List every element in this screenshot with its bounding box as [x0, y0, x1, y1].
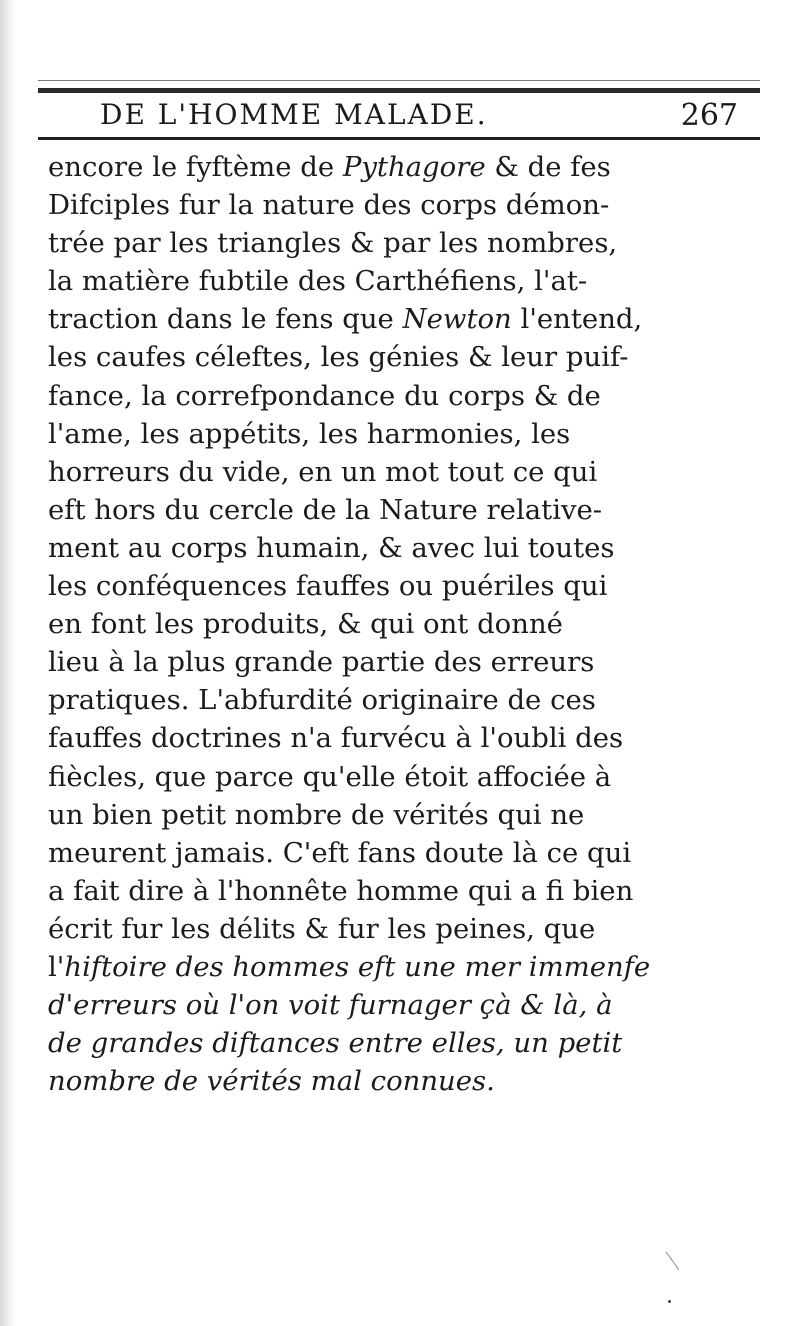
italic-text-run: hiftoire des hommes eft une mer immenfe — [64, 950, 651, 983]
text-line — [48, 529, 770, 567]
text-run: traction dans le fens que — [48, 303, 403, 336]
text-run: meurent jamais. C'eft fans doute là ce qui — [48, 836, 632, 869]
text-line — [48, 224, 770, 262]
text-run: encore le fyftème de — [48, 151, 343, 183]
text-line — [48, 910, 770, 948]
text-run: trée par les triangles & par les nombres, — [48, 227, 618, 260]
text-line — [48, 872, 770, 910]
text-run: fiècles, que parce qu'elle étoit affociée à — [48, 760, 612, 793]
top-edge-rule — [38, 88, 760, 93]
text-line — [48, 1062, 770, 1100]
text-line — [48, 1024, 770, 1062]
text-run: les conféquences fauffes ou puériles qui — [48, 570, 608, 603]
text-line — [48, 681, 770, 719]
top-edge-line — [38, 80, 760, 81]
text-run: l' — [48, 950, 65, 983]
italic-text-run: d'erreurs où l'on voit furnager çà & là, à — [48, 989, 613, 1022]
text-line — [48, 758, 770, 796]
text-line — [48, 796, 770, 834]
text-run: les caufes céleftes, les génies & leur puif- — [48, 341, 629, 374]
italic-text-run: Pythagore — [342, 151, 486, 183]
text-run: horreurs du vide, en un mot tout ce qui — [48, 455, 598, 488]
text-run: fauffes doctrines n'a furvécu à l'oubli des — [48, 722, 624, 755]
scan-mark — [666, 1252, 679, 1271]
text-run: eft hors du cercle de la Nature relative- — [48, 493, 603, 526]
text-line — [48, 491, 770, 529]
italic-text-run: de grandes diftances entre elles, un petit — [48, 1027, 623, 1060]
text-run: l'ame, les appétits, les harmonies, les — [48, 417, 571, 450]
text-line — [48, 567, 770, 605]
text-line — [48, 643, 770, 681]
text-run: écrit fur les délits & fur les peines, que — [48, 912, 596, 945]
text-line — [48, 186, 770, 224]
text-line — [48, 377, 770, 415]
text-line — [48, 415, 770, 453]
scan-dot — [668, 1300, 671, 1303]
text-run: l'entend, — [511, 303, 643, 336]
text-run: la matière fubtile des Carthéfiens, l'at- — [48, 265, 588, 298]
text-run: Difciples fur la nature des corps démon- — [48, 189, 610, 222]
text-line — [48, 834, 770, 872]
page-gutter-shadow — [0, 0, 16, 1326]
text-line — [48, 948, 770, 986]
text-run: ment au corps humain, & avec lui toutes — [48, 531, 615, 564]
text-run: en font les produits, & qui ont donné — [48, 608, 563, 641]
header-rule — [38, 137, 760, 140]
body-text — [48, 148, 770, 1100]
text-line — [48, 338, 770, 376]
text-line — [48, 719, 770, 757]
text-run: & de fes — [485, 151, 611, 183]
page-number: 267 — [680, 98, 738, 133]
text-run: lieu à la plus grande partie des erreurs — [48, 646, 595, 679]
text-line — [48, 453, 770, 491]
running-head: DE L'HOMME MALADE. — [100, 98, 488, 131]
italic-text-run: Newton — [402, 303, 512, 336]
text-run: fance, la correfpondance du corps & de — [48, 379, 601, 412]
text-run: a fait dire à l'honnête homme qui a fi bien — [48, 874, 634, 907]
text-line — [48, 148, 770, 186]
text-line — [48, 605, 770, 643]
text-run: un bien petit nombre de vérités qui ne — [48, 798, 585, 831]
page-header — [40, 98, 760, 138]
text-run: pratiques. L'abfurdité originaire de ces — [48, 684, 596, 717]
text-line — [48, 262, 770, 300]
text-line — [48, 986, 770, 1024]
italic-text-run: nombre de vérités mal connues. — [48, 1065, 495, 1098]
text-line — [48, 300, 770, 338]
